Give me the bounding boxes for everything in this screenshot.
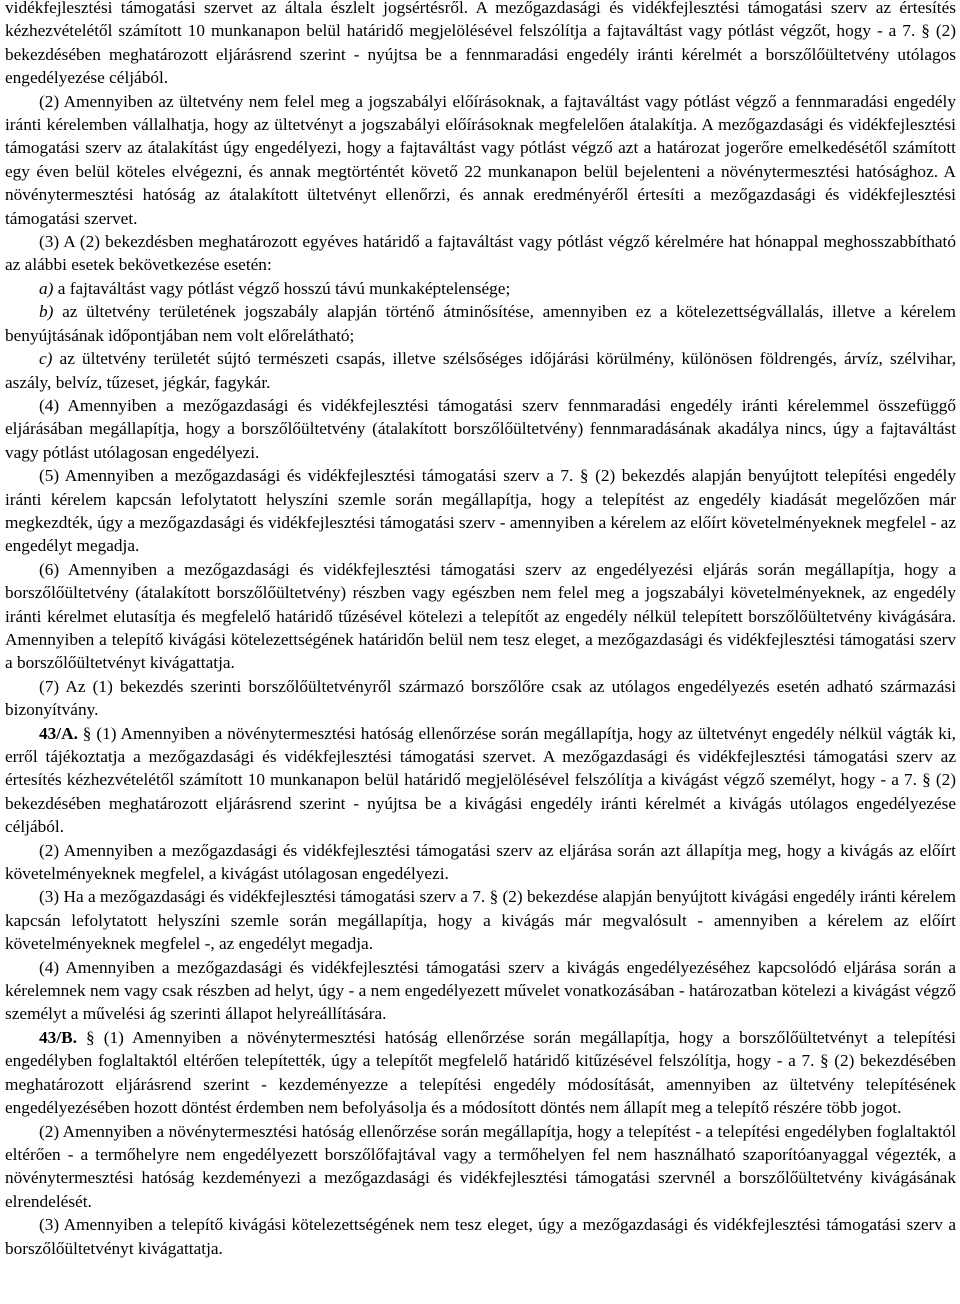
paragraph (5, 394, 956, 464)
paragraph (5, 1120, 956, 1214)
paragraph (5, 347, 956, 394)
paragraph-text: vidékfejlesztési támogatási szervet az általa észlelt jogsértésről. A mezőgazdasági és vidékfejlesztési támogatási szerv az értesítés kézhezvételétől számított 10 munkanapon belül határidő megjelölésével felszólítja a fajtaváltást vagy pótlást végzőt, hogy - a 7. § (2) bekezdésében meghatározott eljárásrend szerint - nyújtsa be a fennmaradási engedély iránti kérelmét a borszőlőültetvény utólagos engedélyezése céljából. (5, 0, 956, 88)
paragraph-text: (4) Amennyiben a mezőgazdasági és vidékfejlesztési támogatási szerv a kivágás engedélyezéséhez kapcsolódó eljárása során a kérelemnek nem vagy csak részben ad helyt, úgy - a nem engedélyezett művelet vonatkozásában - határozatban kötelezi a kivágást végző személyt a művelési ág szerinti állapot helyreállítására. (5, 957, 956, 1024)
paragraph (5, 90, 956, 230)
paragraph-text: (3) Amennyiben a telepítő kivágási kötelezettségének nem tesz eleget, úgy a mezőgazdasági és vidékfejlesztési támogatási szerv a borszőlőültetvényt kivágattatja. (5, 1215, 956, 1258)
paragraph (5, 277, 956, 300)
list-marker: b) (39, 302, 54, 322)
paragraph-text: (5) Amennyiben a mezőgazdasági és vidékfejlesztési támogatási szerv a 7. § (2) bekezdés alapján benyújtott telepítési engedély iránti kérelem kapcsán lefolytatott helyszíni szemle során megállapítja, hogy a telepítést az engedély kiadását megelőzően már megkezdték, úgy a mezőgazdasági és vidékfejlesztési támogatási szerv - amennyiben a kérelem az előírt követelményeknek megfelel - az engedélyt megadja. (5, 466, 957, 556)
paragraph (5, 722, 956, 839)
paragraph-text: § (1) Amennyiben a növénytermesztési hatóság ellenőrzése során megállapítja, hogy a borszőlőültetvényt a telepítési engedélyben foglaltaktól eltérően telepítették, úgy a telepítőt megfelelő határidő kitűzésével felszólítja, hogy - a 7. § (2) bekezdésében meghatározott eljárásrend szerint - kezdeményezze a telepítési engedély módosítását, amennyiben az ültetvény telepítésének engedélyezésében hozott döntést érdemben nem befolyásolja és a módosított döntés nem állapít meg a telepítő részére több jogot. (5, 1027, 956, 1118)
paragraph (5, 839, 956, 886)
paragraph (5, 1026, 956, 1120)
paragraph-text: az ültetvény területének jogszabály alapján történő átminősítése, amennyiben ez a kötelezettségvállalás, illetve a kérelem benyújtásának időpontjában nem volt előrelátható; (5, 302, 956, 345)
paragraph (5, 956, 956, 1026)
section-heading: 43/A. (39, 723, 78, 743)
paragraph (5, 300, 956, 347)
list-marker: c) (39, 349, 53, 369)
paragraph-text: a fajtaváltást vagy pótlást végző hosszú távú munkaképtelensége; (53, 278, 511, 298)
paragraph-text: (7) Az (1) bekezdés szerinti borszőlőültetvényről származó borszőlőre csak az utólagos engedélyezés esetén adható származási bizonyítvány. (5, 676, 956, 720)
paragraph-text: (2) Amennyiben a növénytermesztési hatóság ellenőrzése során megállapítja, hogy a telepítést - a telepítési engedélyben foglaltaktól eltérően - a termőhelyre nem engedélyezett borszőlőfajtával vagy a termőhelyen fel nem használható szaporítóanyaggal végezték, a növénytermesztési hatóság kezdeményezi a mezőgazdasági és vidékfejlesztési támogatási szervnél a borszőlőültetvény kivágásának elrendelését. (5, 1121, 956, 1211)
section-heading: 43/B. (39, 1027, 77, 1047)
paragraph (5, 0, 956, 90)
paragraph (5, 675, 956, 722)
paragraph-text: (3) Ha a mezőgazdasági és vidékfejlesztési támogatási szerv a 7. § (2) bekezdése alapján benyújtott kivágási engedély iránti kérelem kapcsán lefolytatott helyszíni szemle során megállapítja, hogy a kivágás már megvalósult - amennyiben a kérelem az előírt követelményeknek megfelel -, az engedélyt megadja. (5, 887, 956, 954)
paragraph-text: (2) Amennyiben a mezőgazdasági és vidékfejlesztési támogatási szerv az eljárása során azt állapítja meg, hogy a kivágás az előírt követelményeknek megfelel, a kivágást utólagosan engedélyezi. (5, 840, 956, 884)
paragraph (5, 558, 956, 675)
paragraph (5, 1213, 956, 1260)
paragraph-text: (6) Amennyiben a mezőgazdasági és vidékfejlesztési támogatási szerv az engedélyezési eljárás során megállapítja, hogy a borszőlőültetvény (átalakított borszőlőültetvény) részben vagy egészben nem felel meg a jogszabályi követelményeknek, az engedély iránti kérelmet elutasítja és megfelelő határidő tűzésével kötelezi a telepítőt az engedély nélkül telepített borszőlőültetvény kivágására. Amennyiben a telepítő kivágási kötelezettségének határidőn belül nem tesz eleget, a mezőgazdasági és vidékfejlesztési támogatási szerv a borszőlőültetvényt kivágattatja. (5, 559, 956, 673)
paragraph (5, 230, 956, 277)
paragraph (5, 464, 956, 558)
list-marker: a) (39, 278, 54, 298)
paragraph-text: (3) A (2) bekezdésben meghatározott egyéves határidő a fajtaváltást vagy pótlást végző kérelmére hat hónappal meghosszabbítható az alábbi esetek bekövetkezése esetén: (5, 232, 956, 275)
paragraph (5, 885, 956, 955)
paragraph-text: (2) Amennyiben az ültetvény nem felel meg a jogszabályi előírásoknak, a fajtaváltást vagy pótlást végző a fennmaradási engedély iránti kérelemben vállalhatja, hogy az ültetvényt a jogszabályi előírásoknak megfelelően átalakítja. A mezőgazdasági és vidékfejlesztési támogatási szerv az átalakítást úgy engedélyezi, hogy a fajtaváltást vagy pótlást végző azt a határozat jogerőre emelkedésétől számított egy éven belül köteles elvégezni, és annak megtörténtét követő 22 munkanapon belül bejelenteni a növénytermesztési hatósághoz. A növénytermesztési hatóság az átalakított ültetvényt ellenőrzi, és annak eredményéről értesíti a mezőgazdasági és vidékfejlesztési támogatási szervet. (5, 91, 956, 228)
paragraph-text: az ültetvény területét sújtó természeti csapás, illetve szélsőséges időjárási körülmény, különösen földrengés, árvíz, szélvihar, aszály, belvíz, tűzeset, jégkár, fagykár. (5, 349, 956, 392)
paragraph-text: (4) Amennyiben a mezőgazdasági és vidékfejlesztési támogatási szerv fennmaradási engedély iránti kérelemmel összefüggő eljárásában megállapítja, hogy a borszőlőültetvény (átalakított borszőlőültetvény) fennmaradásának akadálya nincs, úgy a fajtaváltást vagy pótlást utólagosan engedélyezi. (5, 395, 956, 462)
paragraph-text: § (1) Amennyiben a növénytermesztési hatóság ellenőrzése során megállapítja, hogy az ültetvényt engedély nélkül vágták ki, erről tájékoztatja a mezőgazdasági és vidékfejlesztési támogatási szervet. A mezőgazdasági és vidékfejlesztési támogatási szerv az értesítés kézhezvételétől számított 10 munkanapon belül határidő megjelölésével felszólítja a kivágást végző személyt, hogy - a 7. § (2) bekezdésében meghatározott eljárásrend szerint - nyújtsa be a kivágási engedély iránti kérelmét a kivágás utólagos engedélyezése céljából. (5, 723, 956, 837)
